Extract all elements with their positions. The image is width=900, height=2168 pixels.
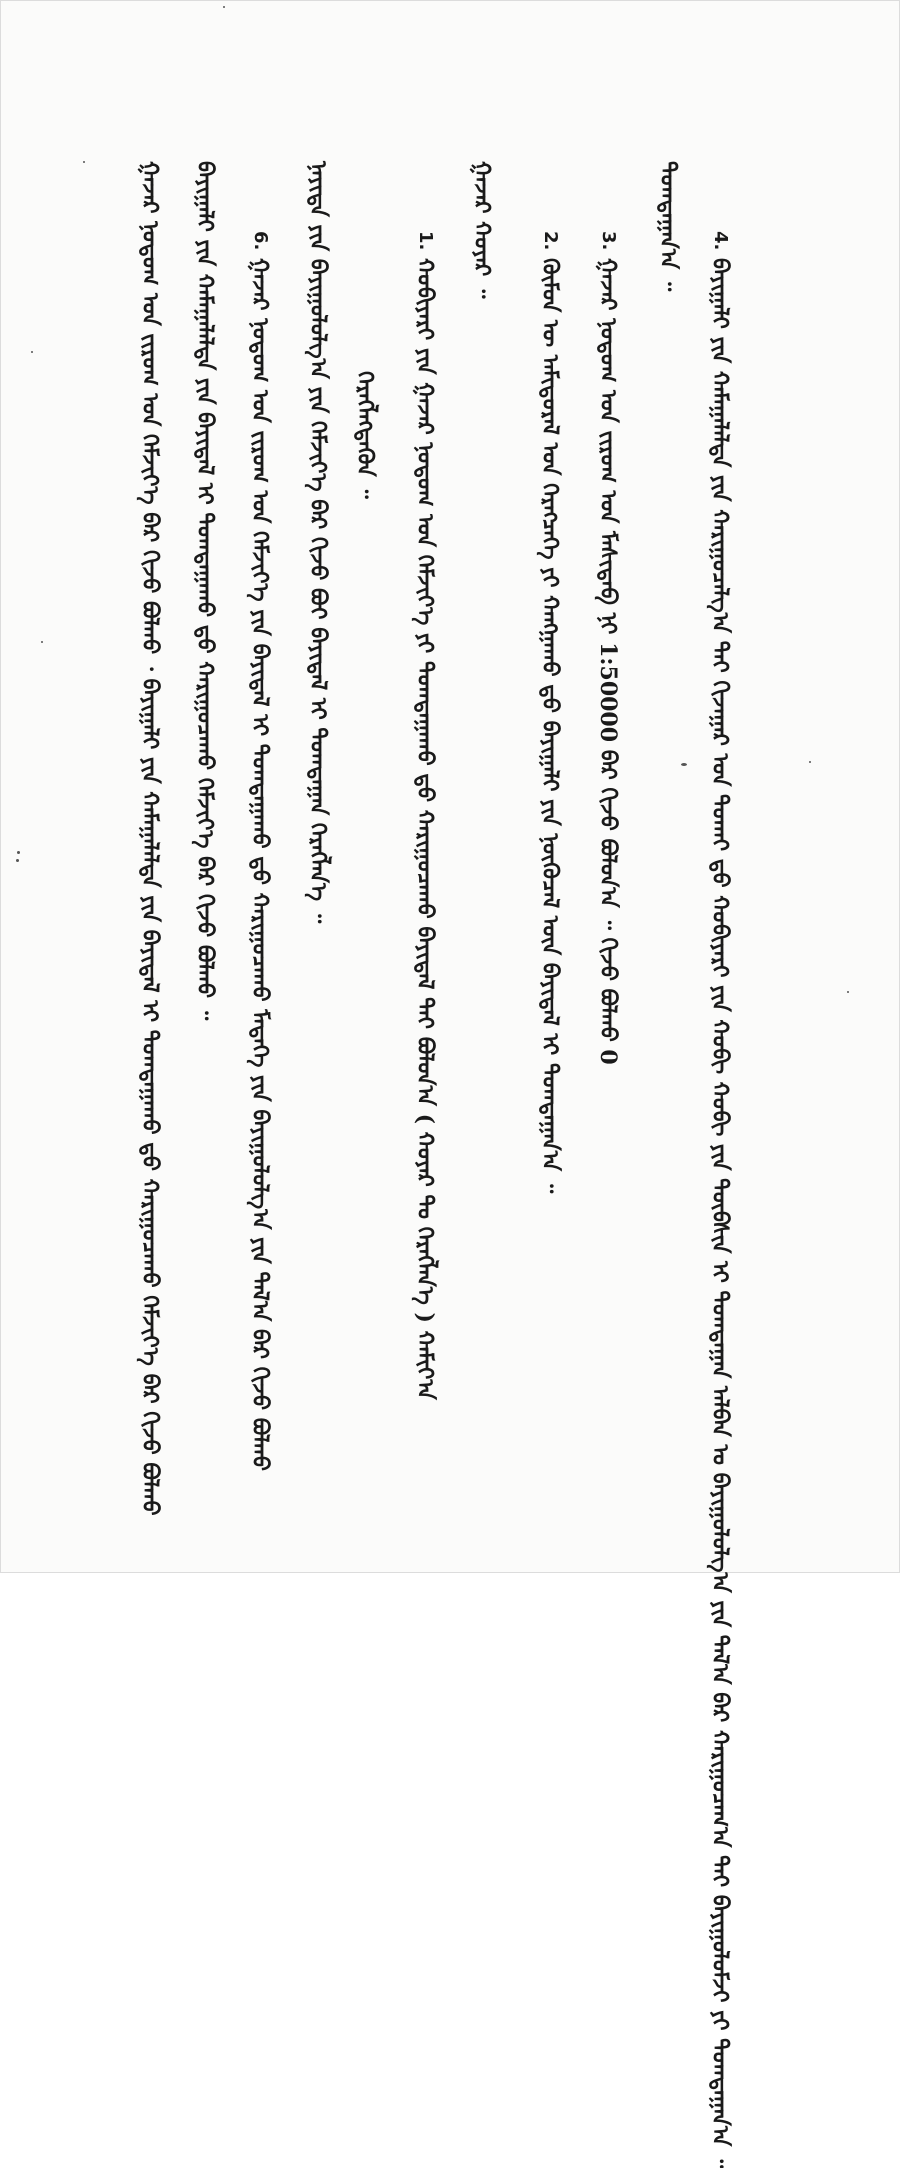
text-line-6 (241, 231, 279, 1471)
text-line-4-cont (649, 161, 687, 1111)
text-line-6-cont (186, 161, 224, 1171)
scan-speck (223, 6, 225, 8)
scan-speck (681, 763, 687, 766)
line-text: ᠪᠠᠶᠢᠭᠠᠯᠢ ᠶᠢᠨ ᠬᠠᠮᠠᠭᠠᠯᠠᠯᠲᠠ ᠶᠢᠨ ᠬᠠᠷᠢᠭᠤᠴᠠᠯᠭ᠎ᠠ ᠲᠠᠢ ᠬᠢᠵᠠᠭᠠᠷ ᠤᠨ ᠲᠤᠬᠠᠢ ᠳ᠋ᠤ ᠬᠤᠪᠢᠶᠠᠷᠢ ᠶᠢᠨ ᠬᠤᠪᠢ ᠬᠤᠪᠢ ᠶᠢᠨ ᠲᠦᠪᠰᠢᠨ ᠢ ᠲᠤᠭᠲᠠᠭᠠᠨ ᠠᠯᠪᠠᠨ ᠤ ᠪᠠᠶᠢᠭᠤᠯᠤᠯᠭ᠎ᠠ ᠶᠢᠨ ᠲᠠᠯ᠎ᠠ ᠪᠠᠷ ᠬᠠᠷᠢᠭᠤᠴᠠᠭ᠎ᠠ ᠲᠠᠢ ᠪᠠᠶᠢᠭᠤᠯᠤᠮᠵᠢ ᠶᠢ ᠲᠣᠭᠲᠠᠭᠠᠨ᠎ᠠ ᠃ (707, 258, 733, 2168)
text-line-2-cont (463, 161, 501, 361)
text-line-2 (531, 231, 569, 1331)
scan-speck (41, 641, 43, 643)
text-line-1 (406, 231, 444, 1431)
list-marker: 1. (415, 231, 436, 251)
text-line-3 (589, 231, 627, 1491)
scan-speck (31, 351, 33, 353)
scan-speck (16, 859, 19, 862)
list-marker: 3. (598, 231, 619, 251)
line-text: ᠪᠠᠶᠢᠭᠠᠯᠢ ᠶᠢᠨ ᠬᠠᠮᠠᠭᠠᠯᠠᠯᠲᠠ ᠶᠢᠨ ᠪᠠᠶᠢᠳᠠᠯ ᠢ ᠲᠣᠭᠲᠠᠭᠠᠬᠤ ᠳ᠋ᠤ ᠬᠠᠷᠢᠭᠤᠴᠠᠬᠤ ᠬᠡᠮᠵᠢᠶ᠎ᠡ ᠪᠡᠷ ᠬᠢᠵᠦ ᠪᠣᠯᠬᠤ ᠃ (192, 161, 218, 1021)
list-marker: 6. (250, 231, 271, 251)
line-text: ᠭᠠᠵᠠᠷ ᠨᠤᠲᠤᠭ ᠤᠨ ᠵᠢᠷᠤᠭ ᠤᠨ ᠬᠡᠮᠵᠢᠶ᠎ᠡ ᠶᠢᠨ ᠪᠠᠶᠢᠳᠠᠯ ᠢ ᠲᠣᠭᠲᠠᠭᠠᠬᠤ ᠳ᠋ᠤ ᠬᠠᠷᠢᠭᠤᠴᠠᠬᠤ ᠮᠡᠳᠡᠭᠡ ᠶᠢᠨ ᠪᠠᠶᠢᠭᠤᠯᠤᠯᠭ᠎ᠠ ᠶᠢᠨ ᠲᠠᠯ᠎ᠠ ᠪᠠᠷ ᠬᠢᠵᠦ ᠪᠣᠯᠬᠤ (247, 258, 273, 1471)
text-line-4 (701, 231, 739, 2168)
list-marker: 2. (540, 231, 561, 251)
line-text: ᠭᠠᠵᠠᠷ ᠬᠣᠶᠠᠷ ᠃ (469, 161, 495, 299)
scan-speck (17, 851, 20, 854)
scan-speck (809, 761, 811, 763)
scan-speck (83, 161, 85, 163)
scan-speck (847, 991, 849, 993)
line-text: ᠭᠠᠵᠠᠷ ᠨᠤᠲᠤᠭ ᠤᠨ ᠵᠢᠷᠤᠭ ᠤᠨ ᠬᠡᠮᠵᠢᠶ᠎ᠡ ᠪᠡᠷ ᠬᠢᠵᠦ ᠪᠣᠯᠬᠤ ᠂ ᠪᠠᠶᠢᠭᠠᠯᠢ ᠶᠢᠨ ᠬᠠᠮᠠᠭᠠᠯᠠᠯᠲᠠ ᠶᠢᠨ ᠪᠠᠶᠢᠳᠠᠯ ᠢ ᠲᠣᠭᠲᠠᠭᠠᠬᠤ ᠳ᠋ᠤ ᠬᠠᠷᠢᠭᠤᠴᠠᠬᠤ ᠬᠡᠮᠵᠢᠶ᠎ᠡ ᠪᠡᠷ ᠬᠢᠵᠦ ᠪᠣᠯᠬᠤ (137, 161, 163, 1516)
line-text: ᠨᠡᠶᠢᠲᠡ ᠶᠢᠨ ᠪᠠᠶᠢᠭᠤᠯᠤᠯᠭ᠎ᠠ ᠶᠢᠨ ᠬᠡᠮᠵᠢᠶ᠎ᠡ ᠪᠡᠷ ᠬᠢᠵᠦ ᠪᠤᠢ ᠪᠠᠶᠢᠳᠠᠯ ᠢ ᠲᠣᠭᠲᠠᠭᠠᠨ ᠬᠡᠷᠡᠭᠯᠡᠨ᠎ᠡ ᠃ (305, 161, 331, 924)
line-text: ᠬᠦᠮᠦᠨ ᠦ ᠠᠮᠢᠳᠤᠷᠠᠯ ᠤᠨ ᠬᠡᠷᠡᠭᠴᠡᠭᠡ ᠶᠢ ᠬᠠᠩᠭᠠᠬᠤ ᠳ᠋ᠤ ᠪᠠᠶᠢᠭᠠᠯᠢ ᠶᠢᠨ ᠨᠥᠬᠥᠴᠡᠯ ᠦᠨ ᠪᠠᠶᠢᠳᠠᠯ ᠢ ᠲᠣᠭᠲᠠᠭᠠᠨ᠎ᠠ ᠃ (537, 258, 563, 1194)
text-line-last (131, 161, 169, 1516)
line-text: ᠭᠠᠵᠠᠷ ᠨᠤᠲᠤᠭ ᠤᠨ ᠵᠢᠷᠤᠭ ᠤᠨ ᠮᠠᠰᠢᠲᠠᠪ ᠨᠢ 1:50000 ᠪᠡᠷ ᠬᠢᠵᠦ ᠪᠣᠯᠣᠨ᠎ᠠ ᠃ ᠬᠢᠵᠦ ᠪᠣᠯᠬᠤ 0 (595, 258, 621, 1065)
line-text: ᠲᠣᠭᠲᠠᠭᠠᠨ᠎ᠠ ᠃ (655, 161, 681, 292)
line-text: ᠬᠤᠪᠢᠶᠠᠷᠢ ᠶᠢᠨ ᠭᠠᠵᠠᠷ ᠨᠤᠲᠤᠭ ᠤᠨ ᠬᠡᠮᠵᠢᠶ᠎ᠡ ᠶᠢ ᠲᠣᠭᠲᠠᠭᠠᠬᠤ ᠳ᠋ᠤ ᠬᠠᠷᠢᠭᠤᠴᠠᠬᠤ ᠪᠠᠶᠢᠳᠠᠯ ᠲᠠᠢ ᠪᠣᠯᠣᠨ᠎ᠠ ( ᠬᠣᠶᠠᠷ ᠲᠤ ᠬᠡᠷᠡᠭᠯᠡᠨ᠎ᠡ ) ᠬᠠᠮᠢᠶ᠎ᠠ (412, 258, 438, 1400)
list-marker: 4. (710, 231, 731, 251)
text-line-5 (299, 161, 337, 924)
line-text: ᠬᠡᠷᠡᠭᠯᠡᠭᠳᠡᠬᠦᠨ ᠃ (352, 371, 378, 499)
text-line-1-cont (346, 371, 384, 531)
